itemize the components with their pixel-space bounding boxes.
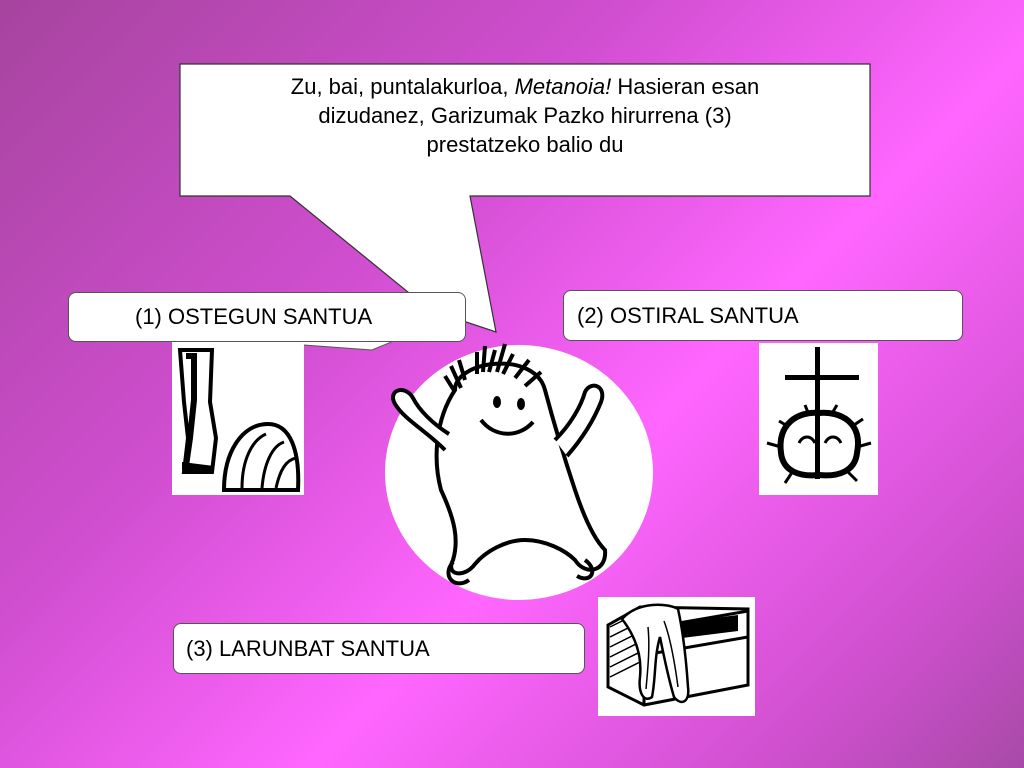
speech-line1-start: Zu, bai, puntalakurloa, [290,74,515,99]
label-saturday-text: (3) LARUNBAT SANTUA [186,635,430,661]
bread-cup-icon [172,342,304,495]
speech-line3: prestatzeko balio du [426,132,624,157]
cross-crown-of-thorns-icon [759,343,878,495]
label-saturday [173,623,585,674]
speech-line1-italic: Metanoia! [514,74,612,99]
label-thursday-text: (1) OSTEGUN SANTUA [135,304,373,329]
label-friday [563,290,963,341]
speech-line2: dizudanez, Garizumak Pazko hirurrena (3) [318,103,732,128]
empty-tomb-shroud-icon [598,597,755,716]
label-friday-text: (2) OSTIRAL SANTUA [577,302,799,328]
speech-bubble-text [185,72,865,159]
label-thursday [68,292,466,342]
speech-line1-end: Hasieran esan [611,74,760,99]
cheering-character-icon [385,340,615,600]
